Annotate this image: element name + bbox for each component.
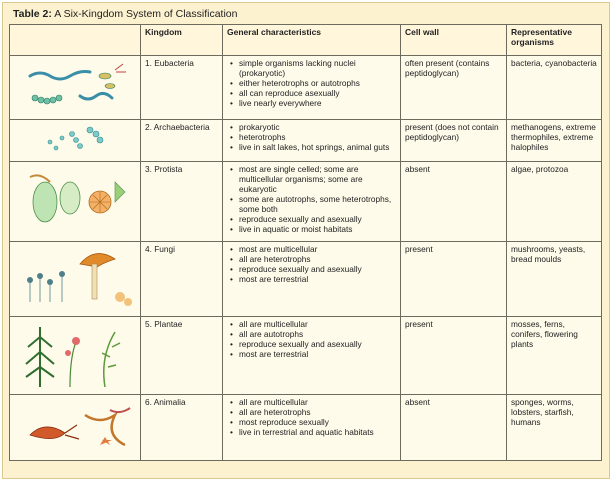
characteristic-item: • heterotrophs <box>239 132 396 142</box>
characteristic-item: • all are heterotrophs <box>239 407 396 417</box>
characteristics-cell <box>223 242 401 317</box>
kingdom-cell: 5. Plantae <box>141 317 223 395</box>
cell-wall-cell: absent <box>401 162 507 242</box>
characteristic-item: • all are autotrophs <box>239 329 396 339</box>
header-kingdom: Kingdom <box>141 25 223 56</box>
characteristic-item: • reproduce sexually and asexually <box>239 264 396 274</box>
organisms-cell: methanogens, extreme thermophiles, extreme halophiles <box>507 120 602 162</box>
table-row <box>10 120 602 162</box>
characteristic-item: • some are autotrophs, some heterotrophs, some both <box>239 194 396 214</box>
table-caption: A Six-Kingdom System of Classification <box>54 8 238 20</box>
characteristic-item: • most reproduce sexually <box>239 417 396 427</box>
characteristics-cell <box>223 120 401 162</box>
header-cell-wall: Cell wall <box>401 25 507 56</box>
organisms-cell: mushrooms, yeasts, bread moulds <box>507 242 602 317</box>
characteristic-item: • simple organisms lacking nuclei (prokaryotic) <box>239 58 396 78</box>
protista-illustration <box>10 162 141 242</box>
organisms-cell: bacteria, cyanobacteria <box>507 56 602 120</box>
header-illustration <box>10 25 141 56</box>
characteristic-item: • reproduce sexually and asexually <box>239 339 396 349</box>
header-characteristics: General characteristics <box>223 25 401 56</box>
characteristics-cell <box>223 56 401 120</box>
organisms-cell: algae, protozoa <box>507 162 602 242</box>
characteristic-item: • all are multicellular <box>239 319 396 329</box>
characteristic-item: • live nearly everywhere <box>239 98 396 108</box>
kingdom-cell: 3. Protista <box>141 162 223 242</box>
characteristic-item: • all are multicellular <box>239 397 396 407</box>
table-title <box>13 8 238 20</box>
characteristic-item: • reproduce sexually and asexually <box>239 214 396 224</box>
organisms-cell: sponges, worms, lobsters, starfish, humans <box>507 395 602 461</box>
characteristic-item: • live in terrestrial and aquatic habitats <box>239 427 396 437</box>
header-organisms: Representative organisms <box>507 25 602 56</box>
animalia-illustration <box>10 395 141 461</box>
characteristic-item: • all can reproduce asexually <box>239 88 396 98</box>
plantae-illustration <box>10 317 141 395</box>
table-row <box>10 395 602 461</box>
header-row <box>10 25 602 56</box>
characteristic-item: • either heterotrophs or autotrophs <box>239 78 396 88</box>
characteristic-item: • live in aquatic or moist habitats <box>239 224 396 234</box>
bacteria-illustration <box>10 56 141 120</box>
table-row <box>10 317 602 395</box>
table-row <box>10 56 602 120</box>
characteristic-item: • live in salt lakes, hot springs, animal guts <box>239 142 396 152</box>
table-row <box>10 242 602 317</box>
organisms-cell: mosses, ferns, conifers, flowering plants <box>507 317 602 395</box>
cell-wall-cell: present <box>401 242 507 317</box>
characteristics-cell <box>223 162 401 242</box>
characteristic-item: • most are multicellular <box>239 244 396 254</box>
cell-wall-cell: often present (contains peptidoglycan) <box>401 56 507 120</box>
characteristics-cell <box>223 317 401 395</box>
cell-wall-cell: present <box>401 317 507 395</box>
characteristic-item: • most are single celled; some are multicellular organisms; some are eukaryotic <box>239 164 396 194</box>
classification-table <box>9 24 602 461</box>
kingdom-cell: 2. Archaebacteria <box>141 120 223 162</box>
cell-wall-cell: absent <box>401 395 507 461</box>
table-row <box>10 162 602 242</box>
kingdom-cell: 4. Fungi <box>141 242 223 317</box>
kingdom-cell: 6. Animalia <box>141 395 223 461</box>
characteristic-item: • prokaryotic <box>239 122 396 132</box>
kingdom-cell: 1. Eubacteria <box>141 56 223 120</box>
fungi-illustration <box>10 242 141 317</box>
cell-wall-cell: present (does not contain peptidoglycan) <box>401 120 507 162</box>
characteristics-cell <box>223 395 401 461</box>
table-number: Table 2: <box>13 8 52 20</box>
archaebacteria-illustration <box>10 120 141 162</box>
characteristic-item: • most are terrestrial <box>239 274 396 284</box>
characteristic-item: • all are heterotrophs <box>239 254 396 264</box>
characteristic-item: • most are terrestrial <box>239 349 396 359</box>
